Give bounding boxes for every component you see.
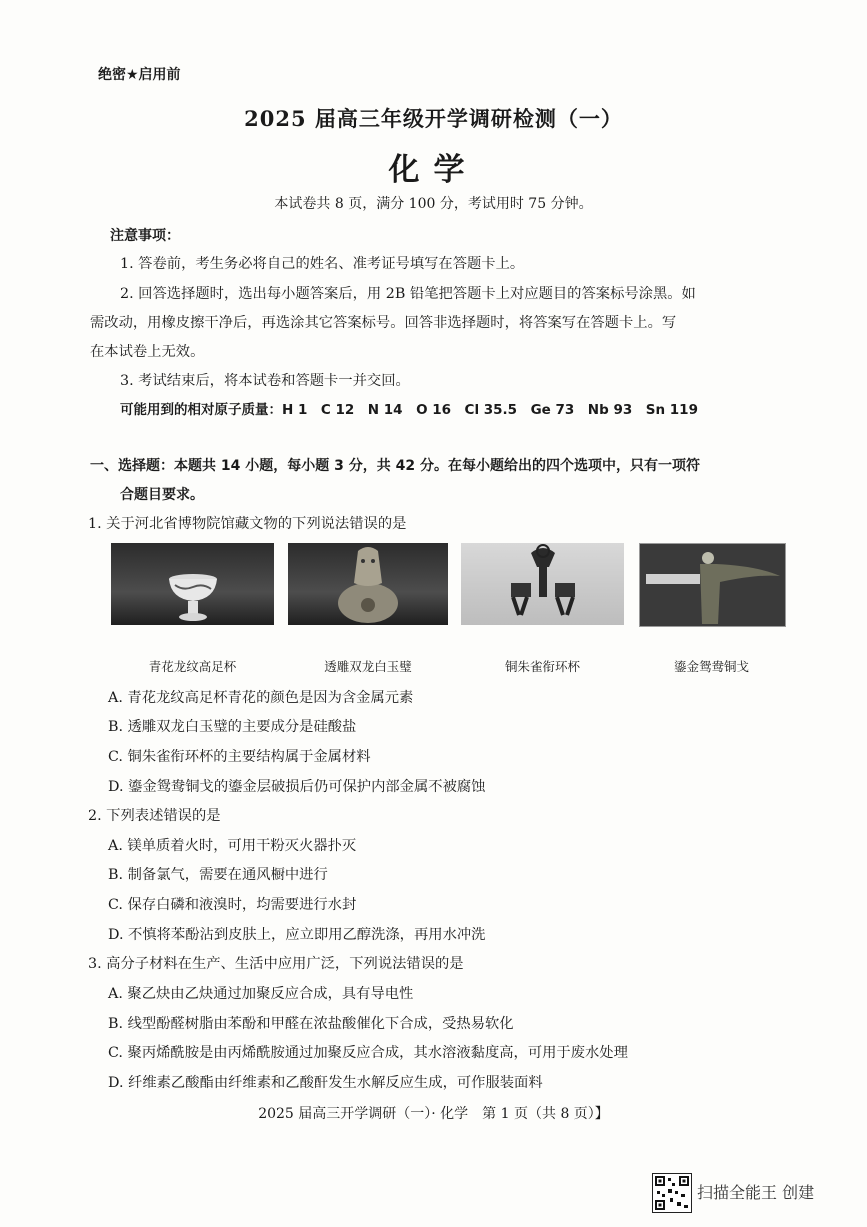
q3-stem: 3. 高分子材料在生产、生活中应用广泛，下列说法错误的是: [88, 956, 464, 972]
bronze-bird-cup-icon: [461, 543, 624, 625]
note-item-2-line-3: 在本试卷上无效。: [90, 344, 205, 360]
exam-title: 2025 届高三年级开学调研检测（一）: [244, 106, 623, 131]
caption-bronze-cup: 铜朱雀衔环杯: [504, 659, 580, 674]
note-item-2-line-2: 需改动，用橡皮擦干净后，再选涂其它答案标号。回答非选择题时，将答案写在答题卡上。写: [90, 315, 677, 331]
stem-cup-icon: [111, 543, 274, 625]
caption-cup: 青花龙纹高足杯: [148, 659, 237, 674]
artifact-photo-bronze-cup: [461, 543, 624, 625]
section-heading-line-1: 一、选择题：本题共 14 小题，每小题 3 分，共 42 分。在每小题给出的四个选项中，只有一项符: [90, 458, 700, 474]
q3-option-d: D. 纤维素乙酸酯由纤维素和乙酸酐发生水解反应生成，可作服装面料: [108, 1075, 543, 1091]
q3-option-c: C. 聚丙烯酰胺是由丙烯酰胺通过加聚反应合成，其水溶液黏度高，可用于废水处理: [108, 1045, 628, 1061]
q2-option-b: B. 制备氯气，需要在通风橱中进行: [108, 867, 328, 883]
qr-code-icon: [652, 1173, 692, 1213]
atomic-masses: 可能用到的相对原子质量：H 1 C 12 N 14 O 16 Cl 35.5 Ge 73 Nb 93 Sn 119: [120, 402, 698, 418]
q1-stem: 1. 关于河北省博物院馆藏文物的下列说法错误的是: [88, 516, 407, 532]
q1-option-d: D. 鎏金鸳鸯铜戈的鎏金层破损后仍可保护内部金属不被腐蚀: [108, 779, 486, 795]
artifact-photo-cup: [111, 543, 274, 625]
note-item-1: 1. 答卷前，考生务必将自己的姓名、准考证号填写在答题卡上。: [120, 256, 525, 272]
q3-option-a: A. 聚乙炔由乙炔通过加聚反应合成，具有导电性: [108, 986, 414, 1002]
q2-option-a: A. 镁单质着火时，可用干粉灭火器扑灭: [108, 838, 357, 854]
caption-bronze-ge: 鎏金鸳鸯铜戈: [673, 659, 749, 674]
q2-stem: 2. 下列表述错误的是: [88, 808, 221, 824]
caption-jade: 透雕双龙白玉璧: [324, 659, 412, 674]
artifact-photo-bronze-ge: [639, 543, 786, 627]
note-item-2-line-1: 2. 回答选择题时，选出每小题答案后，用 2B 铅笔把答题卡上对应题目的答案标号涂黑。如: [120, 286, 696, 302]
notes-heading: 注意事项：: [110, 228, 180, 244]
confidential-mark: 绝密★启用前: [98, 67, 181, 83]
subject-title: 化学: [388, 152, 479, 188]
artifact-photo-jade: [288, 543, 448, 625]
exam-info: 本试卷共 8 页，满分 100 分，考试用时 75 分钟。: [274, 196, 593, 212]
scanner-watermark: 扫描全能王 创建: [697, 1183, 815, 1202]
q1-option-a: A. 青花龙纹高足杯青花的颜色是因为含金属元素: [108, 690, 414, 706]
q1-option-c: C. 铜朱雀衔环杯的主要结构属于金属材料: [108, 749, 371, 765]
note-item-3: 3. 考试结束后，将本试卷和答题卡一并交回。: [120, 373, 410, 389]
q2-option-c: C. 保存白磷和液溴时，均需要进行水封: [108, 897, 357, 913]
jade-disc-icon: [288, 543, 448, 625]
q3-option-b: B. 线型酚醛树脂由苯酚和甲醛在浓盐酸催化下合成，受热易软化: [108, 1016, 514, 1032]
page-footer: 2025 届高三开学调研（一）· 化学 第 1 页（共 8 页）】: [258, 1106, 609, 1122]
section-heading-line-2: 合题目要求。: [120, 487, 204, 503]
bronze-dagger-axe-icon: [640, 544, 785, 626]
q1-option-b: B. 透雕双龙白玉璧的主要成分是硅酸盐: [108, 719, 357, 735]
q2-option-d: D. 不慎将苯酚沾到皮肤上，应立即用乙醇洗涤，再用水冲洗: [108, 927, 486, 943]
